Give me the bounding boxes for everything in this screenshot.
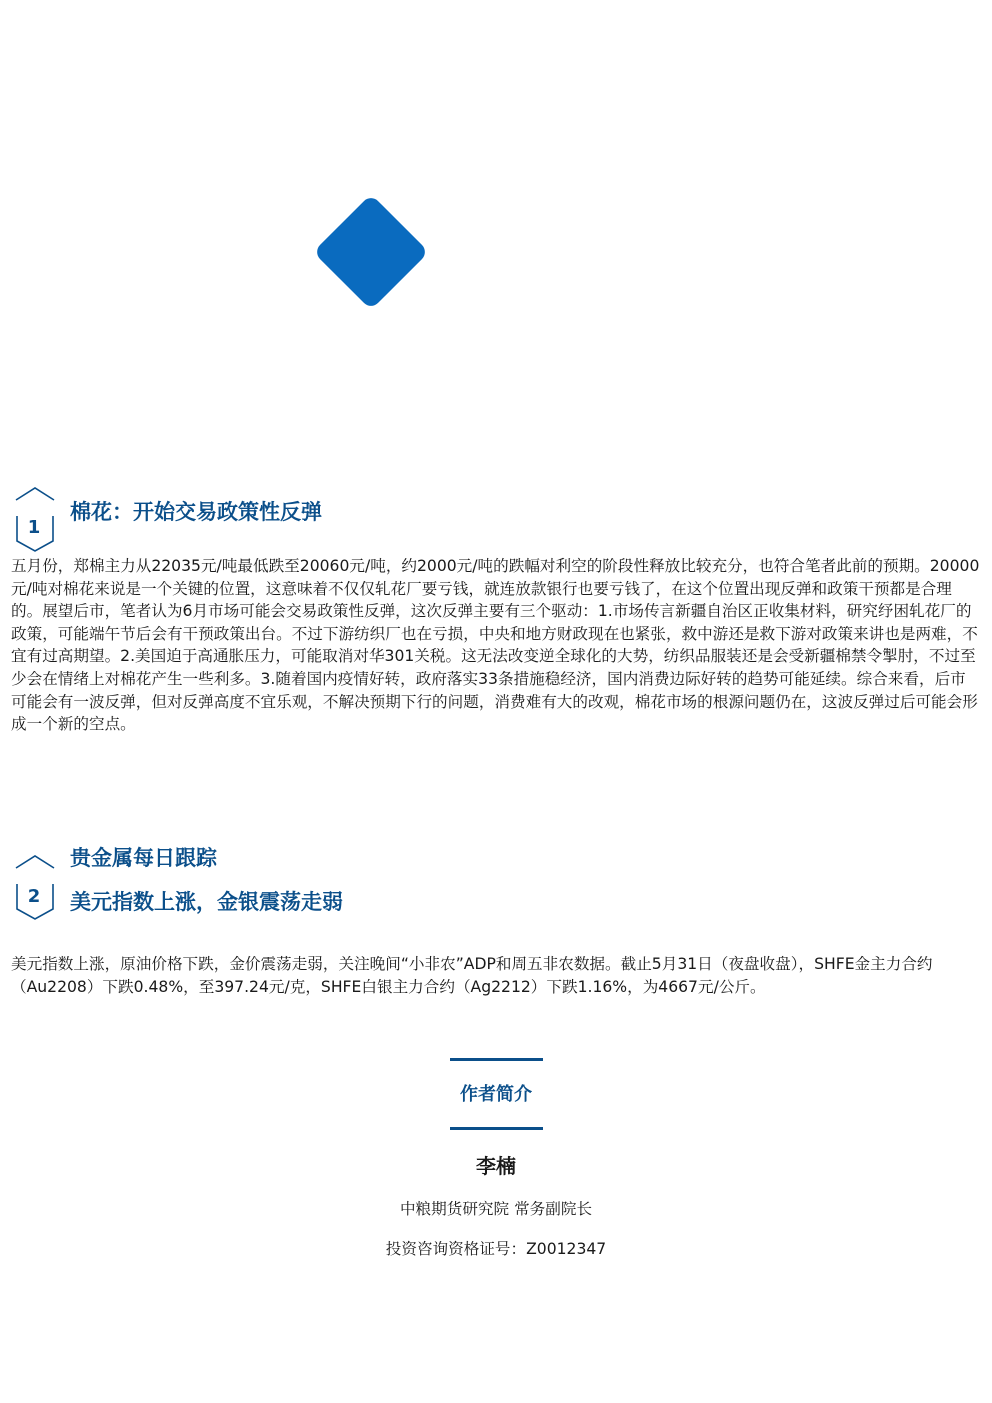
section-number-badge xyxy=(14,486,56,556)
section-number: 1 xyxy=(27,517,41,538)
section-body: 五月份，郑棉主力从22035元/吨最低跌至20060元/吨，约2000元/吨的跌幅对利空的阶段性释放比较充分，也符合笔者此前的预期。20000元/吨对棉花来说是一个关键的位置，这意味着不仅仅轧花厂要亏钱，就连放款银行也要亏钱了，在这个位置出现反弹和政策干预都是合理的。展望后市，笔者认为6月市场可能会交易政策性反弹，这次反弹主要有三个驱动：1.市场传言新疆自治区正收集材料，研究纾困轧花厂的政策，可能端午节后会有干预政策出台。不过下游纺织厂也在亏损，中央和地方财政现在也紧张，救中游还是救下游对政策来讲也是两难，不宜有过高期望。2.美国迫于高通胀压力，可能取消对华301关税。这无法改变逆全球化的大势，纺织品服装还是会受新疆棉禁令掣肘，不过至少会在情绪上对棉花产生一些利多。3.随着国内疫情好转，政府落实33条措施稳经济，国内消费边际好转的趋势可能延续。综合来看，后市可能会有一波反弹，但对反弹高度不宜乐观，不解决预期下行的问题，消费难有大的改观，棉花市场的根源问题仍在，这波反弹过后可能会形成一个新的空点。 xyxy=(11,557,980,734)
section-title: 棉花：开始交易政策性反弹 xyxy=(70,500,322,524)
section-subtitle: 美元指数上涨，金银震荡走弱 xyxy=(70,890,343,914)
section-title: 贵金属每日跟踪 xyxy=(70,846,217,870)
author-divider-top xyxy=(450,1058,543,1061)
author-divider-bottom xyxy=(450,1127,543,1130)
author-heading: 作者简介 xyxy=(460,1084,532,1105)
author-name: 李楠 xyxy=(476,1154,516,1178)
section-body: 美元指数上涨，原油价格下跌，金价震荡走弱，关注晚间“小非农”ADP和周五非农数据。截止5月31日（夜盘收盘），SHFE金主力合约（Au2208）下跌0.48%，至397.24元/克，SHFE白银主力合约（Ag2212）下跌1.16%，为4667元/公斤。 xyxy=(11,955,933,996)
diamond-icon xyxy=(313,194,429,310)
section-number-badge xyxy=(14,854,56,924)
section-number: 2 xyxy=(27,886,41,907)
author-position: 中粮期货研究院 常务副院长 xyxy=(399,1200,593,1218)
author-license: 投资咨询资格证号：Z0012347 xyxy=(385,1240,607,1258)
